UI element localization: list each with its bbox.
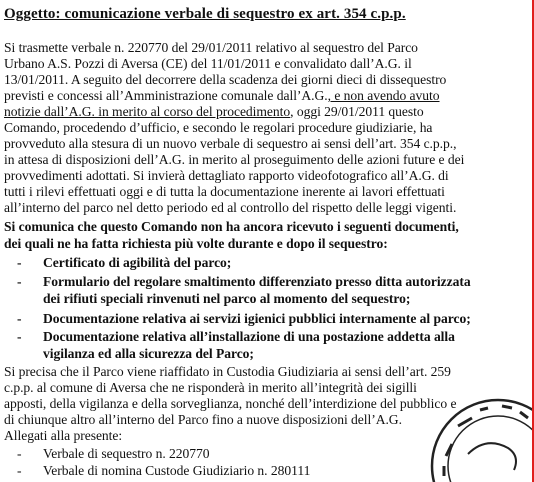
paragraph-line: in attesa di disposizioni dell’A.G. in merito al proseguimento delle azioni future e dei bbox=[4, 152, 465, 167]
paragraph-line: Si trasmette verbale n. 220770 del 29/01/2011 relativo al sequestro del Parco bbox=[4, 40, 418, 55]
bullet-item bbox=[17, 329, 455, 345]
paragraph-text: previsti e concessi all’Amministrazione comunale dall’A.G. bbox=[4, 88, 328, 103]
paragraph-line: 13/01/2011. A seguito del decorrere della scadenza dei giorni dieci di dissequestro bbox=[4, 72, 447, 87]
attachment-item bbox=[17, 446, 210, 462]
bullet-item bbox=[17, 311, 471, 327]
paragraph-line: provveduto alla stesura di un nuovo verbale di sequestro ai sensi dell’art. 354 c.p.p., bbox=[4, 136, 457, 151]
underlined-text: , e non avendo avuto bbox=[327, 88, 440, 103]
document-subject: Oggetto: comunicazione verbale di sequestro ex art. 354 c.p.p. bbox=[4, 6, 406, 22]
bullet-item bbox=[17, 255, 231, 271]
paragraph-line: all’interno del parco nel detto periodo ed al controllo del rispetto delle leggi vigenti. bbox=[4, 200, 457, 215]
bullet-continuation: dei rifiuti speciali rinvenuti nel parco al momento del sequestro; bbox=[43, 291, 411, 306]
paragraph-line bbox=[4, 104, 424, 120]
underlined-text: notizie dall’A.G. in merito al corso del procedimento bbox=[4, 104, 291, 119]
bullet-marker: - bbox=[17, 274, 22, 289]
bullet-marker: - bbox=[17, 311, 22, 326]
bullet-text: Documentazione relativa ai servizi igienici pubblici internamente al parco; bbox=[43, 311, 471, 326]
bullet-continuation: vigilanza ed alla sicurezza del Parco; bbox=[43, 346, 254, 361]
bold-intro-line: Si comunica che questo Comando non ha ancora ricevuto i seguenti documenti, bbox=[4, 219, 459, 234]
bullet-text: Certificato di agibilità del parco; bbox=[43, 255, 232, 270]
bullet-item bbox=[17, 274, 471, 290]
bullet-marker: - bbox=[17, 463, 22, 478]
bold-intro-line: dei quali ne ha fatta richiesta più volte durante e dopo il sequestro: bbox=[4, 236, 388, 251]
bullet-marker: - bbox=[17, 329, 22, 344]
paragraph-line bbox=[4, 88, 440, 104]
official-stamp-icon bbox=[428, 396, 534, 482]
paragraph-line: tutti i rilevi effettuati oggi e di tutta la documentazione inerente ai lavori effettuati bbox=[4, 184, 445, 199]
bullet-text: Documentazione relativa all’installazione di una postazione addetta alla bbox=[43, 329, 455, 344]
paragraph-line: Comando, procedendo d’ufficio, e secondo le regolari procedure giudiziarie, ha bbox=[4, 120, 433, 135]
paragraph-line: Si precisa che il Parco viene riaffidato in Custodia Giudiziaria ai sensi dell’art. 259 bbox=[4, 364, 451, 379]
bullet-text: Formulario del regolare smaltimento differenziato presso ditta autorizzata bbox=[43, 274, 471, 289]
paragraph-line: c.p.p. al comune di Aversa che ne risponderà in merito all’integrità dei sigilli bbox=[4, 380, 417, 395]
bullet-marker: - bbox=[17, 255, 22, 270]
paragraph-line: apposti, della vigilanza e della sorveglianza, nonché dell’interdizione del pubblico e bbox=[4, 396, 457, 411]
attachment-item bbox=[17, 463, 310, 479]
paragraph-line: Urbano A.S. Pozzi di Aversa (CE) del 11/01/2011 e convalidato dall’A.G. il bbox=[4, 56, 412, 71]
paragraph-line: provvedimenti adottati. Si invierà dettagliato rapporto videofotografico all’A.G. di bbox=[4, 168, 449, 183]
attachments-heading: Allegati alla presente: bbox=[4, 428, 123, 443]
attachment-text: Verbale di sequestro n. 220770 bbox=[43, 446, 210, 461]
attachment-text: Verbale di nomina Custode Giudiziario n. 280111 bbox=[43, 463, 311, 478]
bullet-marker: - bbox=[17, 446, 22, 461]
paragraph-line: di chiunque altro all’interno del Parco fino a nuove disposizioni dell’A.G. bbox=[4, 412, 402, 427]
paragraph-text: , oggi 29/01/2011 questo bbox=[290, 104, 424, 119]
